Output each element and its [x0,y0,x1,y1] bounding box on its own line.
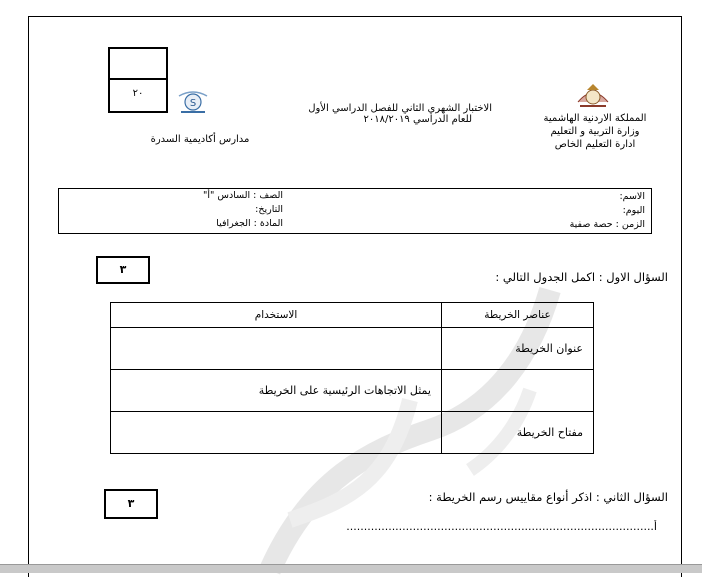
q2-prompt: السؤال الثاني : اذكر أنواع مقاييس رسم الخريطة : [428,490,668,504]
q1-score-box: ٣ [96,256,150,284]
table-row [111,328,594,370]
exam-title-line1: الاختبار الشهري الثاني للفصل الدراسي الأول [308,103,492,114]
table-cell: مفتاح الخريطة [441,412,593,454]
score-obtained-cell [110,49,166,80]
answer-cell[interactable] [111,412,442,454]
exam-title-line2: للعام الدراسي ٢٠١٨/٢٠١٩ [363,114,472,125]
table-row [111,412,594,454]
score-total-cell: ٢٠ [132,88,144,99]
shield-s-logo-icon [176,88,210,116]
date-label: التاريخ: [255,204,283,215]
answer-line-a[interactable]: أ........................................................................................ [346,520,657,533]
table-row [111,370,594,412]
name-label: الاسم: [619,191,645,202]
answer-cell[interactable] [441,370,593,412]
answer-cell[interactable] [111,328,442,370]
table-header-usage: الاستخدام [111,303,442,328]
q1-prompt: السؤال الاول : اكمل الجدول التالي : [495,270,668,284]
day-label: اليوم: [622,205,645,216]
map-elements-table [110,302,594,454]
ministry-header [540,112,650,151]
student-info-box [58,188,652,234]
table-header-elements: عناصر الخريطة [441,303,593,328]
q2-score-box: ٣ [104,489,158,519]
table-cell: عنوان الخريطة [441,328,593,370]
time-label: الزمن : حصة صفية [569,219,645,230]
class-label: الصف : السادس "أ" [203,190,283,201]
exam-title [292,103,492,125]
subject-label: المادة : الجغرافيا [216,218,283,229]
ministry-line2: وزارة التربية و التعليم [550,126,640,137]
ministry-line1: المملكة الاردنية الهاشمية [543,113,647,124]
ministry-line3: ادارة التعليم الخاص [554,139,636,150]
total-score-box [108,47,168,113]
jordan-crest-icon [574,80,612,114]
table-cell: يمثل الاتجاهات الرئيسية على الخريطة [111,370,442,412]
table-header-row [111,303,594,328]
school-name: مدارس أكاديمية السدرة [150,134,250,145]
svg-text:S: S [189,98,197,109]
